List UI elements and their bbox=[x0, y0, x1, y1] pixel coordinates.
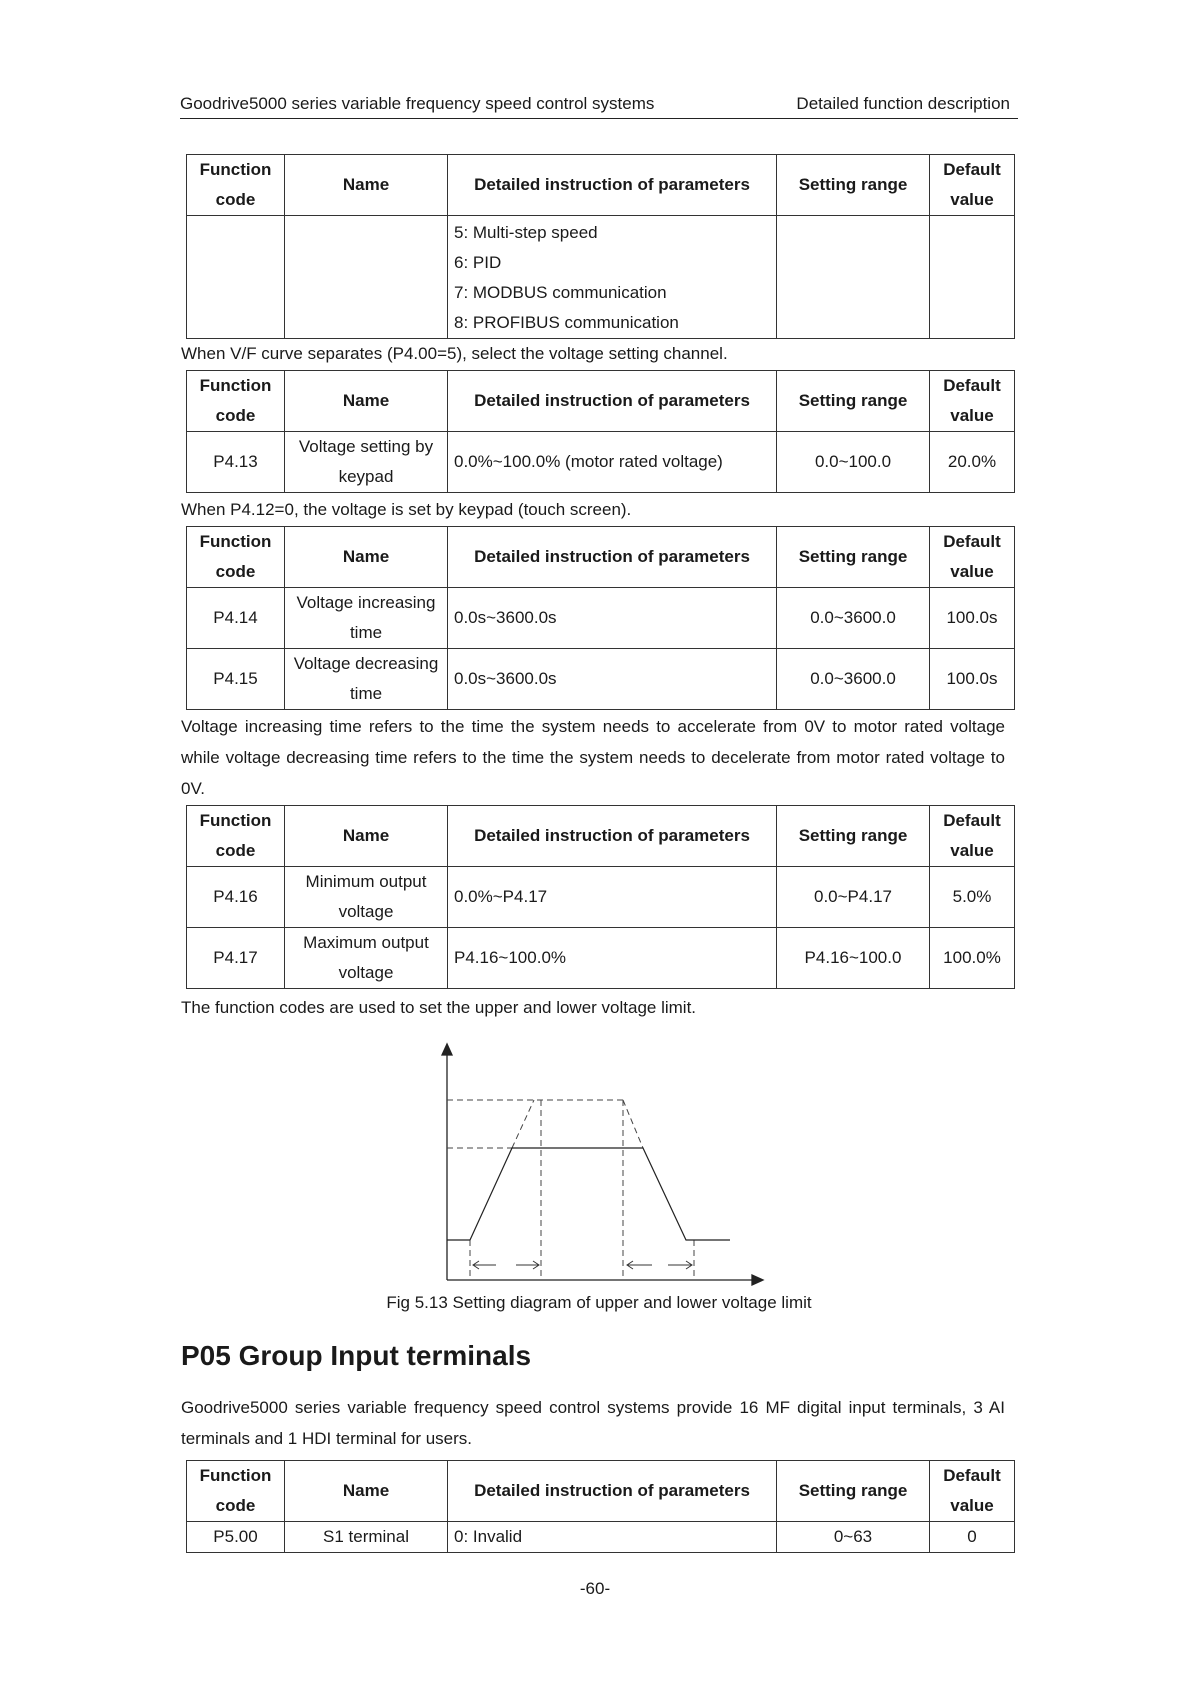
cell-range: 0.0~3600.0 bbox=[777, 649, 930, 710]
cell-code: P4.17 bbox=[187, 928, 285, 989]
table-row bbox=[187, 588, 1015, 649]
cell-name: S1 terminal bbox=[285, 1522, 448, 1553]
cell-detail: P4.16~100.0% bbox=[448, 928, 777, 989]
cell-name: Maximum output voltage bbox=[285, 928, 448, 989]
table-header-row bbox=[187, 371, 1015, 432]
col-function-code: Function code bbox=[187, 806, 285, 867]
col-name: Name bbox=[285, 371, 448, 432]
col-detail: Detailed instruction of parameters bbox=[448, 806, 777, 867]
section-title: P05 Group Input terminals bbox=[181, 1340, 532, 1371]
col-detail: Detailed instruction of parameters bbox=[448, 1461, 777, 1522]
col-name: Name bbox=[285, 527, 448, 588]
cell-default: 100.0s bbox=[930, 649, 1015, 710]
col-detail: Detailed instruction of parameters bbox=[448, 155, 777, 216]
cell-detail: 0.0s~3600.0s bbox=[448, 588, 777, 649]
table-row bbox=[187, 867, 1015, 928]
cell-default: 20.0% bbox=[930, 432, 1015, 493]
note-vf-separation: When V/F curve separates (P4.00=5), select the voltage setting channel. bbox=[181, 344, 728, 363]
list-item: 7: MODBUS communication bbox=[454, 283, 667, 302]
cell-detail: 0: Invalid bbox=[448, 1522, 777, 1553]
param-table-2 bbox=[186, 370, 1015, 493]
page-number: -60- bbox=[579, 1579, 611, 1598]
cell-detail: 0.0%~P4.17 bbox=[448, 867, 777, 928]
note-voltage-limit: The function codes are used to set the upper and lower voltage limit. bbox=[181, 998, 697, 1017]
cell-code: P4.15 bbox=[187, 649, 285, 710]
cell-range: 0.0~P4.17 bbox=[777, 867, 930, 928]
param-table-3 bbox=[186, 526, 1015, 710]
cell-code: P5.00 bbox=[187, 1522, 285, 1553]
cell-detail: 0.0%~100.0% (motor rated voltage) bbox=[448, 432, 777, 493]
cell-default bbox=[930, 216, 1015, 339]
y-axis-arrow bbox=[442, 1044, 452, 1055]
col-function-code: Function code bbox=[187, 1461, 285, 1522]
col-default: Default value bbox=[930, 1461, 1015, 1522]
cell-name: Voltage increasing time bbox=[285, 588, 448, 649]
cell-name: Voltage setting by keypad bbox=[285, 432, 448, 493]
cell-detail: 0.0s~3600.0s bbox=[448, 649, 777, 710]
cell-range: 0.0~100.0 bbox=[777, 432, 930, 493]
list-item: 6: PID bbox=[454, 253, 502, 272]
table-row bbox=[187, 649, 1015, 710]
cell-code bbox=[187, 216, 285, 339]
cell-code: P4.14 bbox=[187, 588, 285, 649]
table-header-row bbox=[187, 1461, 1015, 1522]
col-function-code: Function code bbox=[187, 371, 285, 432]
ramp-up-extension bbox=[512, 1100, 534, 1148]
param-table-5 bbox=[186, 1460, 1015, 1553]
ramp-down-extension bbox=[623, 1100, 643, 1148]
col-name: Name bbox=[285, 155, 448, 216]
table-row bbox=[187, 216, 1015, 339]
col-range: Setting range bbox=[777, 806, 930, 867]
table-row bbox=[187, 432, 1015, 493]
header-section: Detailed function description bbox=[796, 94, 1010, 113]
col-range: Setting range bbox=[777, 1461, 930, 1522]
cell-name: Voltage decreasing time bbox=[285, 649, 448, 710]
cell-default: 100.0s bbox=[930, 588, 1015, 649]
table-row bbox=[187, 928, 1015, 989]
note-keypad: When P4.12=0, the voltage is set by keypad (touch screen). bbox=[181, 500, 632, 519]
col-default: Default value bbox=[930, 806, 1015, 867]
table-header-row bbox=[187, 806, 1015, 867]
note-ramp-time: Voltage increasing time refers to the time the system needs to accelerate from 0V to motor rated voltage while voltage decreasing time refers to the time the system needs to decelerate from motor rated voltage to 0V. bbox=[181, 717, 1005, 798]
cell-code: P4.16 bbox=[187, 867, 285, 928]
cell-range bbox=[777, 216, 930, 339]
col-default: Default value bbox=[930, 527, 1015, 588]
list-item: 5: Multi-step speed bbox=[454, 223, 598, 242]
col-range: Setting range bbox=[777, 155, 930, 216]
figure-caption: Fig 5.13 Setting diagram of upper and lower voltage limit bbox=[386, 1293, 812, 1312]
col-name: Name bbox=[285, 1461, 448, 1522]
col-range: Setting range bbox=[777, 371, 930, 432]
param-table-1 bbox=[186, 154, 1015, 339]
cell-name bbox=[285, 216, 448, 339]
cell-range: 0~63 bbox=[777, 1522, 930, 1553]
col-function-code: Function code bbox=[187, 155, 285, 216]
param-table-4 bbox=[186, 805, 1015, 989]
cell-default: 0 bbox=[930, 1522, 1015, 1553]
header-title: Goodrive5000 series variable frequency speed control systems bbox=[180, 94, 655, 113]
cell-default: 5.0% bbox=[930, 867, 1015, 928]
cell-code: P4.13 bbox=[187, 432, 285, 493]
col-range: Setting range bbox=[777, 527, 930, 588]
table-header-row bbox=[187, 527, 1015, 588]
section-intro: Goodrive5000 series variable frequency speed control systems provide 16 MF digital input terminals, 3 AI terminals and 1 HDI terminal for users. bbox=[181, 1398, 1005, 1448]
cell-default: 100.0% bbox=[930, 928, 1015, 989]
cell-range: 0.0~3600.0 bbox=[777, 588, 930, 649]
table-header-row bbox=[187, 155, 1015, 216]
list-item: 8: PROFIBUS communication bbox=[454, 313, 679, 332]
cell-name: Minimum output voltage bbox=[285, 867, 448, 928]
x-axis-arrow bbox=[752, 1275, 763, 1285]
cell-detail bbox=[448, 216, 777, 339]
voltage-curve bbox=[447, 1148, 730, 1240]
page-header bbox=[180, 92, 1018, 119]
col-function-code: Function code bbox=[187, 527, 285, 588]
cell-range: P4.16~100.0 bbox=[777, 928, 930, 989]
voltage-limit-diagram bbox=[430, 1040, 770, 1300]
col-default: Default value bbox=[930, 155, 1015, 216]
col-detail: Detailed instruction of parameters bbox=[448, 371, 777, 432]
table-row bbox=[187, 1522, 1015, 1553]
col-default: Default value bbox=[930, 371, 1015, 432]
col-name: Name bbox=[285, 806, 448, 867]
col-detail: Detailed instruction of parameters bbox=[448, 527, 777, 588]
